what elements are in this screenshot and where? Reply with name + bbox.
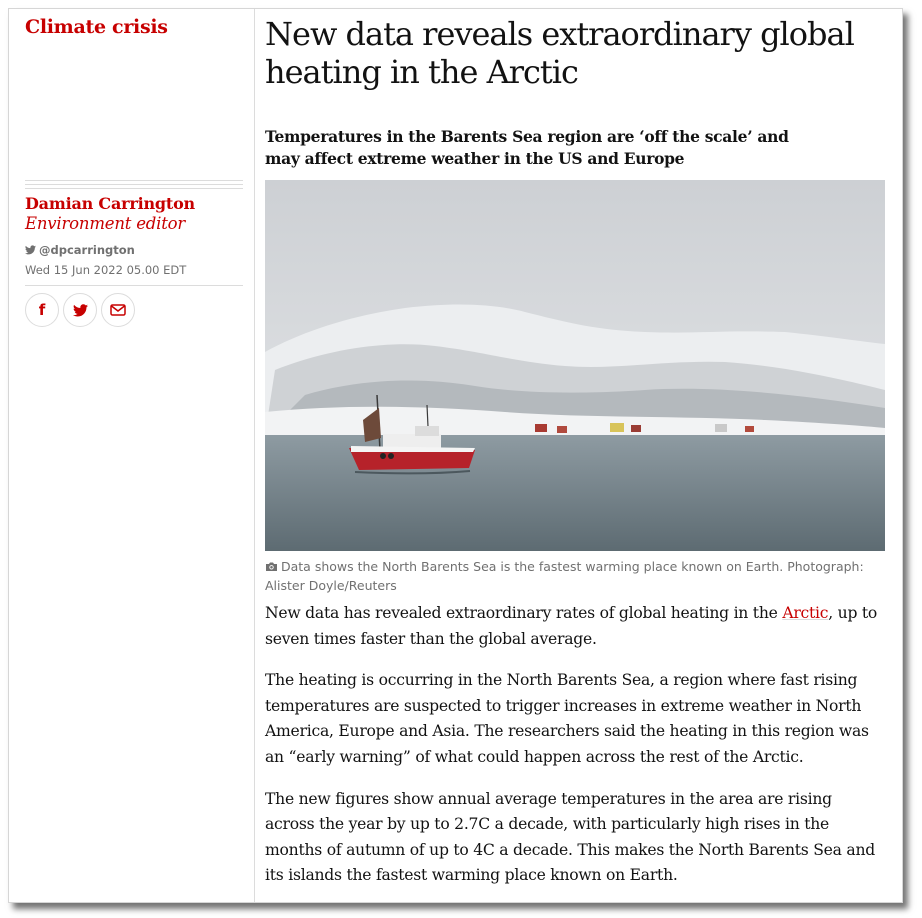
paragraph-1-text: New data has revealed extraordinary rates of global heating in the xyxy=(265,604,783,622)
left-meta-column xyxy=(9,9,254,902)
arctic-link[interactable]: Arctic xyxy=(782,604,829,622)
camera-icon xyxy=(265,561,278,572)
twitter-handle-link[interactable] xyxy=(25,243,135,257)
email-icon xyxy=(110,304,126,316)
meta-divider xyxy=(25,285,243,286)
lead-photo-arctic-boat xyxy=(265,180,885,551)
standfirst: Temperatures in the Barents Sea region are ‘off the scale’ and may affect extreme weather in the US and Europe xyxy=(265,127,789,168)
share-buttons xyxy=(25,293,135,327)
twitter-bird-icon xyxy=(25,245,36,255)
paragraph-1 xyxy=(265,601,885,652)
twitter-icon xyxy=(73,304,88,317)
headline: New data reveals extraordinary global heating in the Arctic xyxy=(265,15,854,91)
facebook-share-button[interactable] xyxy=(25,293,59,327)
paragraph-1-tail: , up to seven times faster than the global average. xyxy=(265,604,878,648)
paragraph-2: The heating is occurring in the North Barents Sea, a region where fast rising temperatures are suspected to trigger increases in extreme weather in North America, Europe and Asia. The researchers said the heating in this region was an “early warning” of what could happen across the rest of the Arctic. xyxy=(265,671,869,766)
lead-image[interactable] xyxy=(265,180,885,551)
caption-text: Data shows the North Barents Sea is the fastest warming place known on Earth. Photograph: Alister Doyle/Reuters xyxy=(265,559,864,593)
paragraph-3: The new figures show annual average temperatures in the area are rising across the year by up to 2.7C a decade, with particularly high rises in the months of autumn of up to 4C a decade. This makes the North Barents Sea and its islands the fastest warming place known on Earth. xyxy=(265,789,875,885)
author-name[interactable]: Damian Carrington xyxy=(25,194,195,213)
article-page xyxy=(8,8,903,903)
twitter-handle-text: @dpcarrington xyxy=(39,243,135,257)
facebook-icon: f xyxy=(38,301,46,319)
author-role: Environment editor xyxy=(25,214,186,233)
email-share-button[interactable] xyxy=(101,293,135,327)
column-divider xyxy=(254,9,255,902)
byline-divider xyxy=(25,180,243,192)
twitter-share-button[interactable] xyxy=(63,293,97,327)
publish-date: Wed 15 Jun 2022 05.00 EDT xyxy=(25,263,187,277)
section-link[interactable]: Climate crisis xyxy=(25,16,168,38)
image-caption xyxy=(265,557,875,595)
article-body xyxy=(265,601,885,903)
